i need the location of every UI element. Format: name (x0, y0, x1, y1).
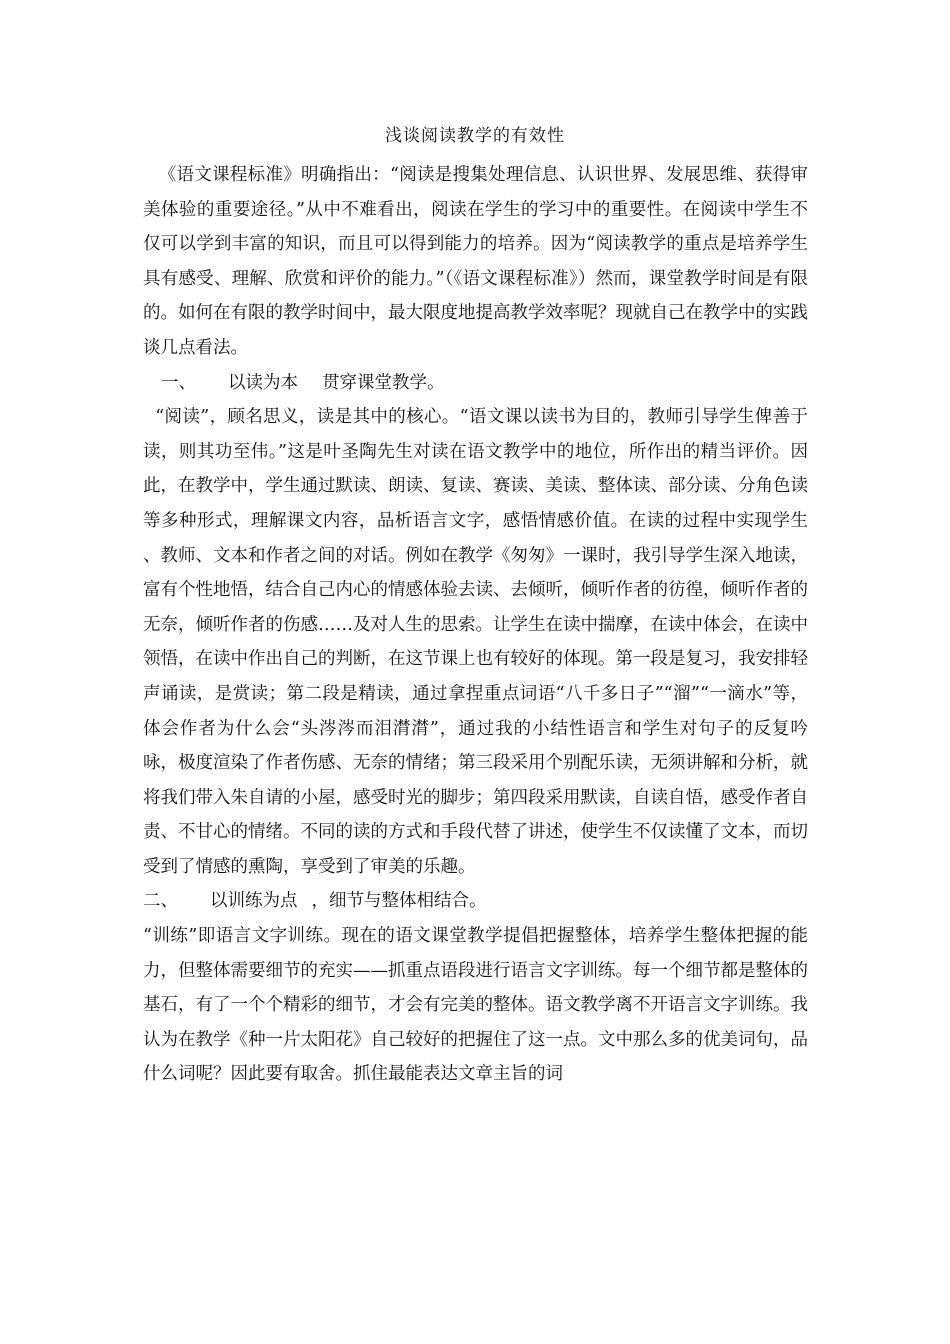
section-2-paragraph: “训练”即语言文字训练。现在的语文课堂教学提倡把握整体，培养学生整体把握的能力，但整体需要细节的充实——抓重点语段进行语言文字训练。每一个细节都是整体的基石，有了一个个精彩的细节，才会有完美的整体。语文教学离不开语言文字训练。我认为在教学《种一片太阳花》自己较好的把握住了这一点。文中那么多的优美词句，品什么词呢？因此要有取舍。抓住最能表达文章主旨的词 (143, 926, 808, 1085)
intro-paragraph: 《语文课程标准》明确指出：“阅读是搜集处理信息、认识世界、发展思维、获得审美体验的重要途径。”从中不难看出，阅读在学生的学习中的重要性。在阅读中学生不仅可以学到丰富的知识，而且可以得到能力的培养。因为“阅读教学的重点是培养学生具有感受、理解、欣赏和评价的能力。”（《语文课程标准》）然而，课堂教学时间是有限的。如何在有限的教学时间中，最大限度地提高教学效率呢？现就自己在教学中的实践谈几点看法。 (143, 165, 808, 358)
section-title-2b: ，细节与整体相结合。 (311, 891, 487, 912)
section-heading-2 (143, 884, 808, 919)
section-number-2: 二、 (143, 891, 178, 912)
section-1-paragraph: “阅读”，顾名思义，读是其中的核心。“语文课以读书为目的，教师引导学生俾善于读，则其功至伟。”这是叶圣陶先生对读在语文教学中的地位，所作出的精当评价。因此，在教学中，学生通过默读、朗读、复读、赛读、美读、整体读、部分读、分角色读等多种形式，理解课文内容，品析语言文字，感悟情感价值。在读的过程中实现学生 、教师、文本和作者之间的对话。例如在教学《匆匆》一课时，我引导学生深入地读，富有个性地悟，结合自己内心的情感体验去读、去倾听，倾听作者的彷徨，倾听作者的无奈，倾听作者的伤感……及对人生的思索。让学生在读中揣摩，在读中体会，在读中领悟，在读中作出自己的判断，在这节课上也有较好的体现。第一段是复习，我安排轻声诵读，是赏读；第二段是精读，通过拿捏重点词语“八千多日子”“溜”“一滴水”等，体会作者为什么会“头涔涔而泪潸潸”，通过我的小结性语言和学生对句子的反复吟咏，极度渲染了作者伤感、无奈的情绪；第三段采用个别配乐读，无须讲解和分析，就将我们带入朱自请的小屋，感受时光的脚步；第四段采用默读，自读自悟，感受作者自责、不甘心的情绪。不同的读的方式和手段代替了讲述，使学生不仅读懂了文本，而切受到了情感的熏陶，享受到了审美的乐趣。 (143, 407, 808, 877)
section-heading-1 (143, 366, 808, 401)
section-title-1b: 贯穿课堂教学。 (322, 372, 445, 393)
section-title-1a: 以读为本 (228, 372, 298, 393)
section-number-1: 一、 (161, 372, 196, 393)
section-title-2a: 以训练为点 (210, 891, 298, 912)
document-title: 浅谈阅读教学的有效性 (385, 126, 565, 146)
document-body (143, 158, 808, 1092)
